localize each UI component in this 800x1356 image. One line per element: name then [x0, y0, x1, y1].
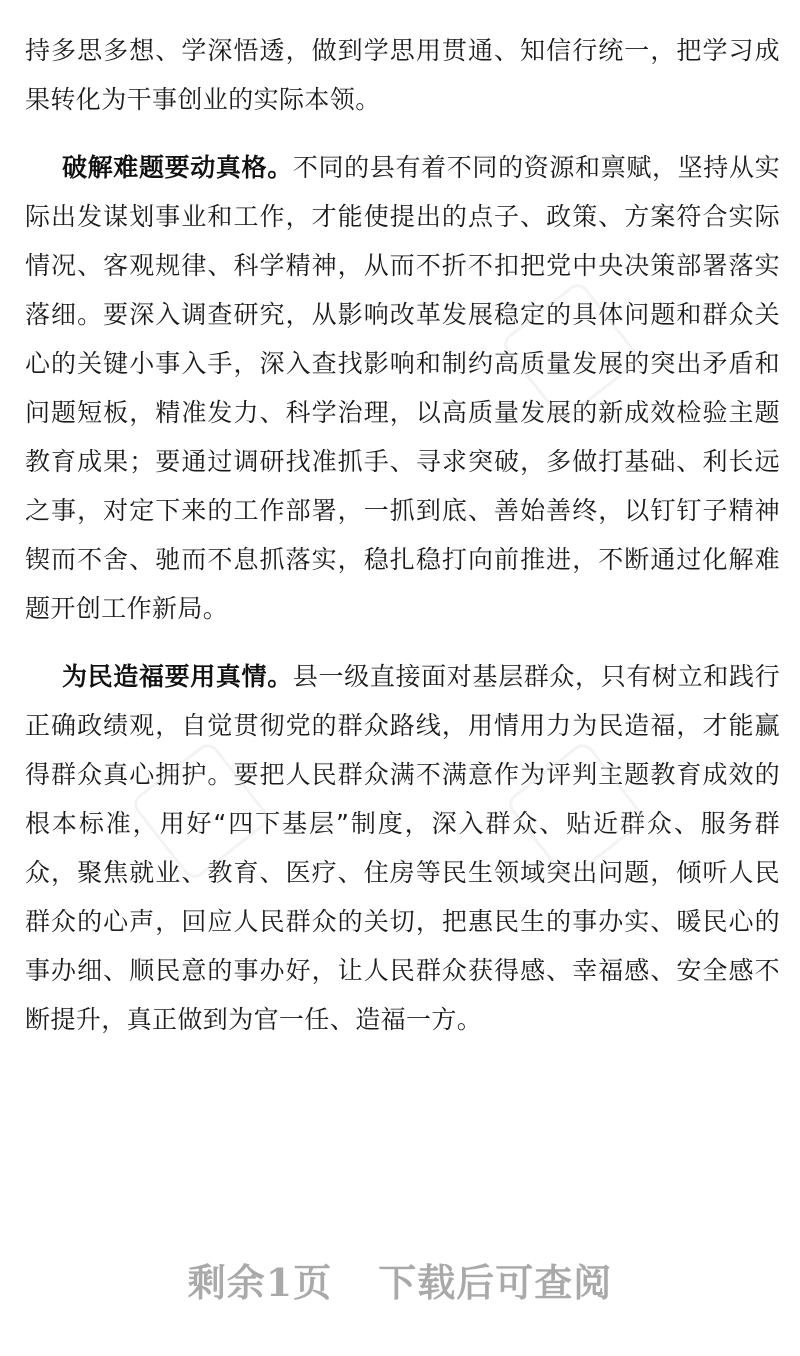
document-body — [25, 26, 780, 1044]
paragraph-3-lead: 为民造福要用真情。 — [62, 662, 293, 691]
paragraph-2 — [25, 143, 780, 633]
paragraph-2-lead: 破解难题要动真格。 — [62, 153, 293, 182]
remaining-pages-label: 剩余1页 — [187, 1260, 333, 1305]
paragraph-2-text: 不同的县有着不同的资源和禀赋，坚持从实际出发谋划事业和工作，才能使提出的点子、政策、方案符合实际情况、客观规律、科学精神，从而不折不扣把党中央决策部署落实落细。要深入调查研究，从影响改革发展稳定的具体问题和群众关心的关键小事入手，深入查找影响和制约高质量发展的突出矛盾和问题短板，精准发力、科学治理，以高质量发展的新成效检验主题教育成果；要通过调研找准抓手、寻求突破，多做打基础、利长远之事，对定下来的工作部署，一抓到底、善始善终，以钉钉子精神锲而不舍、驰而不息抓落实，稳扎稳打向前推进，不断通过化解难题开创工作新局。 — [25, 153, 780, 623]
paragraph-3-text: 县一级直接面对基层群众，只有树立和践行正确政绩观，自觉贯彻党的群众路线，用情用力为民造福，才能赢得群众真心拥护。要把人民群众满不满意作为评判主题教育成效的根本标准，用好“四下基层”制度，深入群众、贴近群众、服务群众，聚焦就业、教育、医疗、住房等民生领域突出问题，倾听人民群众的心声，回应人民群众的关切，把惠民生的事办实、暖民心的事办细、顺民意的事办好，让人民群众获得感、幸福感、安全感不断提升，真正做到为官一任、造福一方。 — [25, 662, 780, 1034]
paragraph-3 — [25, 652, 780, 1044]
download-to-view-label: 下载后可查阅 — [378, 1260, 613, 1305]
paragraph-1-text: 持多思多想、学深悟透，做到学思用贯通、知信行统一，把学习成果转化为干事创业的实际本领。 — [25, 36, 780, 114]
download-notice[interactable] — [0, 1252, 800, 1307]
paragraph-1 — [25, 26, 780, 124]
